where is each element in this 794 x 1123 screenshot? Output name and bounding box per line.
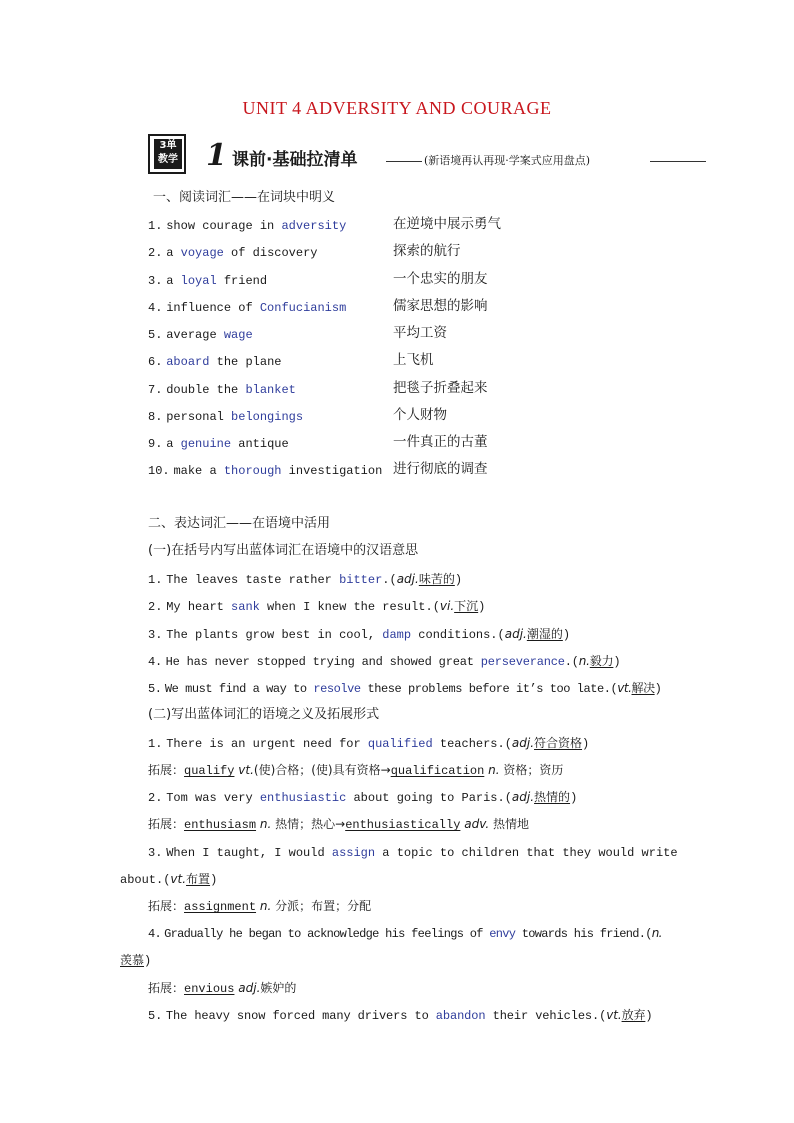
sentence-item: 2. My heart sank when I knew the result.(vi.下沉)	[148, 599, 486, 614]
sentence-item: 5. The heavy snow forced many drivers to abandon their vehicles.(vt.放弃)	[148, 1008, 653, 1023]
list-item-meaning: 一件真正的古董	[393, 434, 488, 450]
expansion-line: 拓展：assignment n. 分派；布置；分配	[148, 899, 372, 914]
part1-heading: 一、阅读词汇——在词块中明义	[153, 190, 336, 205]
badge-line-2: 教学	[158, 154, 178, 165]
sentence-continuation: 羡慕)	[120, 953, 152, 968]
list-item-meaning: 平均工资	[393, 325, 447, 341]
sentence-item: 3. The plants grow best in cool, damp conditions.(adj.潮湿的)	[148, 627, 571, 642]
sentence-item: 5. We must find a way to resolve these problems before it’s too late.(vt.解决)	[148, 681, 662, 696]
part2-heading: 二、表达词汇——在语境中活用	[148, 516, 331, 531]
list-item: 4. influence of Confucianism	[148, 301, 347, 315]
list-item: 6. aboard the plane	[148, 355, 282, 369]
list-item-meaning: 儒家思想的影响	[393, 298, 488, 314]
sentence-item: 2. Tom was very enthusiastic about going to Paris.(adj.热情的)	[148, 790, 578, 805]
sentence-item: 4. Gradually he began to acknowledge his feelings of envy towards his friend.(n.	[148, 926, 662, 941]
section-rule-right	[650, 161, 706, 162]
expansion-line: 拓展：enthusiasm n. 热情；热心→enthusiastically adv. 热情地	[148, 817, 529, 832]
list-item: 1. show courage in adversity	[148, 219, 347, 233]
list-item-meaning: 把毯子折叠起来	[393, 380, 488, 396]
list-item: 9. a genuine antique	[148, 437, 289, 451]
sub1-heading: (一)在括号内写出蓝体词汇在语境中的汉语意思	[148, 543, 419, 558]
list-item: 3. a loyal friend	[148, 274, 268, 288]
list-item: 2. a voyage of discovery	[148, 246, 318, 260]
expansion-line: 拓展：envious adj.嫉妒的	[148, 981, 297, 996]
list-item-meaning: 在逆境中展示勇气	[393, 216, 501, 232]
section-number: 1	[206, 138, 227, 173]
section-badge	[148, 134, 186, 174]
list-item: 5. average wage	[148, 328, 253, 342]
list-item-meaning: 上飞机	[393, 352, 434, 368]
list-item-meaning: 一个忠实的朋友	[393, 271, 488, 287]
sentence-item: 4. He has never stopped trying and showed great perseverance.(n.毅力)	[148, 654, 621, 669]
sentence-item: 1. The leaves taste rather bitter.(adj.味苦的)	[148, 572, 463, 587]
section-rule-left	[386, 161, 422, 162]
badge-line-1: 3单	[159, 140, 177, 151]
list-item-meaning: 个人财物	[393, 407, 447, 423]
section-note: (新语境再认再现·学案式应用盘点)	[424, 154, 591, 167]
section-title: 课前·基础拉清单	[232, 150, 358, 170]
list-item: 7. double the blanket	[148, 383, 296, 397]
unit-title: UNIT 4 ADVERSITY AND COURAGE	[242, 98, 552, 118]
list-item-meaning: 探索的航行	[393, 243, 461, 259]
list-item-meaning: 进行彻底的调查	[393, 461, 488, 477]
expansion-line: 拓展：qualify vt.(使)合格；(使)具有资格→qualification n. 资格；资历	[148, 763, 564, 778]
sub2-heading: (二)写出蓝体词汇的语境之义及拓展形式	[148, 707, 380, 722]
list-item: 10. make a thorough investigation	[148, 464, 383, 478]
sentence-item: 3. When I taught, I would assign a topic to children that they would write	[148, 846, 678, 860]
sentence-item: 1. There is an urgent need for qualified teachers.(adj.符合资格)	[148, 736, 590, 751]
list-item: 8. personal belongings	[148, 410, 304, 424]
sentence-continuation: about.(vt.布置)	[120, 872, 218, 887]
